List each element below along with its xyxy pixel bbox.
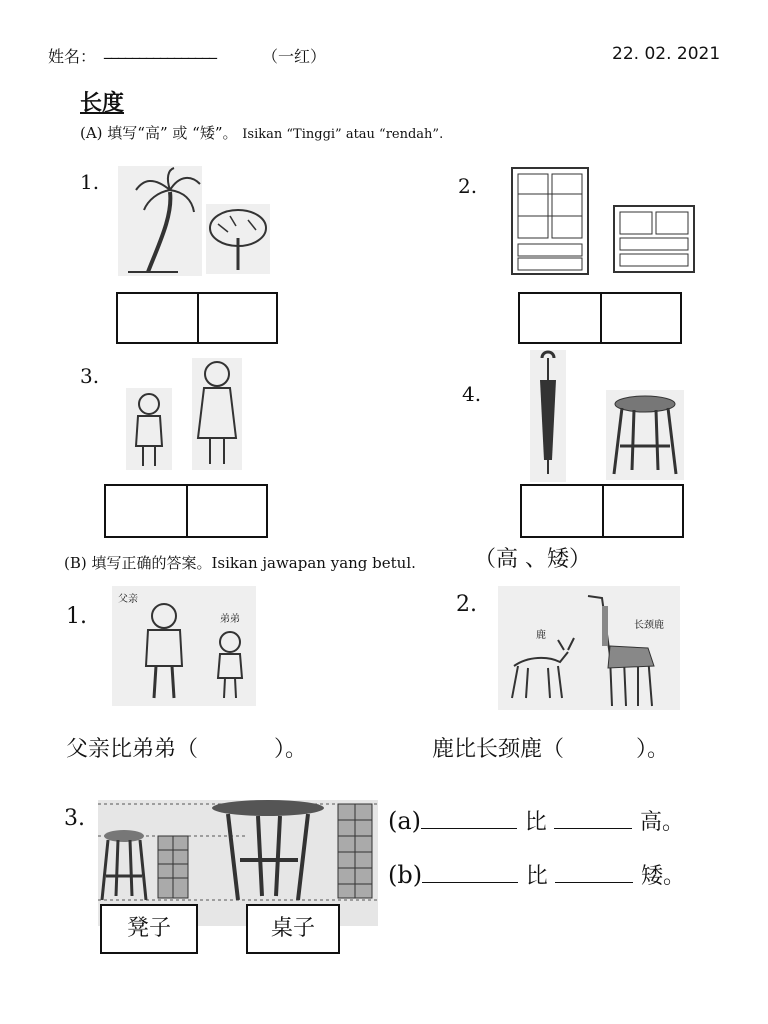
a-q2-answer-boxes: [518, 292, 682, 344]
b-q1-end: ）。: [274, 737, 308, 762]
label-father: 父亲: [118, 594, 138, 605]
a-q4-box-left[interactable]: [522, 486, 602, 536]
b-q3b-sentence: [388, 858, 685, 890]
b-q3a-end: 高。: [639, 810, 684, 835]
a-q2-number: 2.: [458, 174, 478, 198]
b-q3a-blank-1[interactable]: [421, 804, 517, 829]
a-q3-number: 3.: [80, 364, 100, 388]
page-title: 长度: [80, 91, 125, 116]
instruction-cn: (A) 填写“高” 或 “矮”。: [80, 124, 238, 142]
b-q3b-prefix: (b): [388, 861, 423, 889]
section-a-instruction: [80, 122, 443, 143]
b-q3a-blank-2[interactable]: [554, 804, 632, 829]
label-deer: 鹿: [536, 630, 546, 641]
a-q4-box-right[interactable]: [602, 486, 682, 536]
b-q2-start: 鹿比长颈鹿（: [432, 737, 565, 762]
label-box-stool: 凳子: [100, 904, 198, 954]
name-blank[interactable]: ________________: [104, 40, 216, 59]
palm-tree-and-small-tree-icon: [118, 166, 273, 276]
instruction-my: Isikan “Tinggi” atau “rendah”.: [242, 127, 444, 142]
a-q2-box-left[interactable]: [520, 294, 600, 342]
a-q2-box-right[interactable]: [600, 294, 680, 342]
cabinets-icon: [508, 166, 698, 278]
name-label: 姓名：: [48, 47, 97, 66]
b-q1-start: 父亲比弟弟（: [66, 737, 199, 762]
b-q2-sentence: [432, 732, 669, 763]
b-q3b-blank-2[interactable]: [555, 858, 633, 883]
b-q3b-end: 矮。: [641, 864, 686, 889]
b-q3a-mid: 比: [524, 810, 547, 835]
a-q3-box-right[interactable]: [186, 486, 266, 536]
a-q4-answer-boxes: [520, 484, 684, 538]
b-q3b-mid: 比: [525, 864, 548, 889]
date: 22. 02. 2021: [612, 44, 721, 64]
a-q1-number: 1.: [80, 170, 100, 194]
a-q3-answer-boxes: [104, 484, 268, 538]
b-q2-end: ）。: [636, 737, 670, 762]
label-box-table: 桌子: [246, 904, 340, 954]
section-b-choices: （高 、矮）: [474, 547, 591, 572]
b-q1-number: 1.: [66, 604, 87, 629]
section-b-instruction: (B) 填写正确的答案。Isikan jawapan yang betul.: [64, 554, 416, 572]
girl-and-woman-icon: [126, 358, 242, 470]
class-label: （一红）: [262, 47, 327, 66]
label-brother: 弟弟: [220, 614, 240, 625]
a-q1-box-right[interactable]: [197, 294, 276, 342]
a-q1-answer-boxes: [116, 292, 278, 344]
a-q3-box-left[interactable]: [106, 486, 186, 536]
a-q4-number: 4.: [462, 382, 482, 406]
label-giraffe: 长颈鹿: [634, 620, 664, 631]
b-q3b-blank-1[interactable]: [422, 858, 518, 883]
b-q2-number: 2.: [456, 592, 477, 617]
b-q1-sentence: [66, 732, 307, 763]
deer-and-giraffe-icon: [498, 586, 680, 710]
b-q3a-sentence: [388, 804, 684, 836]
b-q3-number: 3.: [64, 806, 85, 831]
umbrella-and-stool-icon: [530, 350, 684, 482]
a-q1-box-left[interactable]: [118, 294, 197, 342]
b-q3a-prefix: (a): [388, 807, 422, 835]
